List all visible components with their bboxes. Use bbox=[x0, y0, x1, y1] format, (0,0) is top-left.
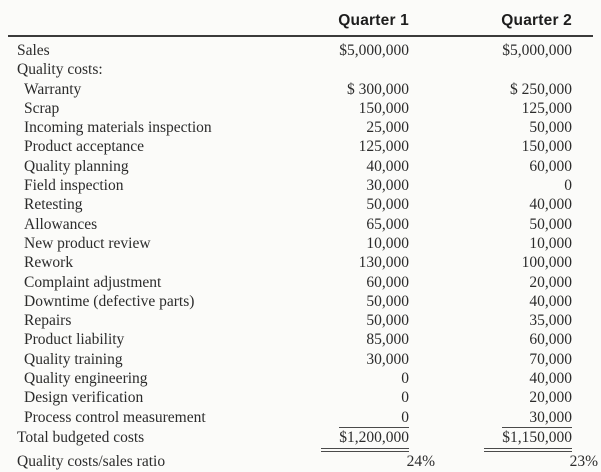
q1-value-cell bbox=[304, 118, 409, 137]
q2-value: 60,000 bbox=[529, 331, 572, 349]
row-label: Quality planning bbox=[24, 157, 129, 175]
q1-value-cell bbox=[304, 234, 409, 253]
q1-value: 150,000 bbox=[358, 99, 409, 117]
q1-value-cell bbox=[304, 157, 409, 176]
q2-value-cell bbox=[409, 350, 572, 369]
q2-value-cell bbox=[409, 428, 572, 452]
q1-value-cell bbox=[304, 215, 409, 234]
q2-value-cell bbox=[409, 234, 572, 253]
q2-value-cell bbox=[409, 311, 572, 330]
row-label: Quality costs: bbox=[17, 61, 103, 79]
q2-value: 60,000 bbox=[529, 157, 572, 175]
q2-value: 150,000 bbox=[521, 138, 572, 156]
row-label: Quality training bbox=[24, 350, 123, 368]
q2-value: 40,000 bbox=[529, 196, 572, 214]
q2-value-cell bbox=[409, 273, 572, 292]
q2-value-cell bbox=[409, 80, 572, 99]
q2-value: 30,000 bbox=[502, 408, 572, 428]
q1-value-cell bbox=[304, 253, 409, 272]
q1-value-cell bbox=[304, 137, 409, 156]
q1-value-cell bbox=[304, 428, 409, 452]
q2-value-cell bbox=[409, 369, 572, 388]
table-row bbox=[8, 388, 593, 407]
q1-value-cell bbox=[304, 292, 409, 311]
table-row bbox=[8, 428, 593, 452]
table-row bbox=[8, 80, 593, 99]
q2-value: 100,000 bbox=[521, 254, 572, 272]
q2-value-cell bbox=[409, 60, 572, 79]
q1-value: 0 bbox=[339, 408, 409, 428]
row-label: Warranty bbox=[24, 80, 82, 98]
row-label: Product liability bbox=[24, 331, 125, 349]
table-row bbox=[8, 311, 593, 330]
row-label: Incoming materials inspection bbox=[24, 119, 212, 137]
row-label: Scrap bbox=[24, 99, 60, 117]
row-label: Repairs bbox=[24, 312, 72, 330]
q1-value-cell bbox=[304, 388, 409, 407]
q1-value-cell bbox=[304, 452, 435, 471]
q2-value-cell bbox=[409, 41, 572, 60]
q2-value: 50,000 bbox=[529, 119, 572, 137]
q1-value: 85,000 bbox=[366, 331, 409, 349]
q1-value: 40,000 bbox=[366, 157, 409, 175]
q1-value: $ 300,000 bbox=[347, 80, 409, 98]
q2-value-cell bbox=[409, 408, 572, 428]
table-row bbox=[8, 41, 593, 60]
table-row bbox=[8, 330, 593, 349]
q1-value-cell bbox=[304, 273, 409, 292]
row-label: Quality engineering bbox=[24, 370, 148, 388]
q2-value: 0 bbox=[564, 177, 572, 195]
table-row bbox=[8, 452, 598, 471]
q2-value-cell bbox=[409, 388, 572, 407]
q1-value-cell bbox=[304, 41, 409, 60]
row-label: Sales bbox=[17, 42, 50, 59]
q2-value: $5,000,000 bbox=[502, 42, 572, 59]
q1-value: 50,000 bbox=[366, 312, 409, 330]
q2-value-cell bbox=[409, 137, 572, 156]
q1-value: $5,000,000 bbox=[339, 42, 409, 59]
q1-value: 30,000 bbox=[366, 177, 409, 195]
q1-value: 25,000 bbox=[366, 119, 409, 137]
table-row bbox=[8, 350, 593, 369]
row-label: Design verification bbox=[24, 389, 144, 407]
q1-value-cell bbox=[304, 330, 409, 349]
table-row bbox=[8, 234, 593, 253]
q2-value-cell bbox=[409, 253, 572, 272]
q2-value: 70,000 bbox=[529, 350, 572, 368]
q1-value-cell bbox=[304, 60, 409, 79]
row-label: Allowances bbox=[24, 215, 98, 233]
q2-value: $ 250,000 bbox=[510, 80, 572, 98]
table-row bbox=[8, 176, 593, 195]
table-row bbox=[8, 60, 593, 79]
q2-value: 40,000 bbox=[529, 292, 572, 310]
table-header-row bbox=[8, 12, 593, 37]
q1-value: 65,000 bbox=[366, 215, 409, 233]
q2-value-cell bbox=[409, 157, 572, 176]
row-label: Rework bbox=[24, 254, 74, 272]
column-header-quarter-1: Quarter 1 bbox=[338, 12, 409, 29]
row-label: Field inspection bbox=[24, 177, 124, 195]
table-row bbox=[8, 408, 593, 428]
q1-value: 130,000 bbox=[358, 254, 409, 272]
q1-value-cell bbox=[304, 369, 409, 388]
q1-value: 50,000 bbox=[366, 292, 409, 310]
q2-value: $1,150,000 bbox=[484, 428, 572, 452]
table-row bbox=[8, 157, 593, 176]
row-label: Downtime (defective parts) bbox=[24, 292, 195, 310]
q1-value: 10,000 bbox=[366, 234, 409, 252]
row-label: Quality costs/sales ratio bbox=[17, 453, 166, 471]
q2-value: 10,000 bbox=[529, 234, 572, 252]
column-header-quarter-2: Quarter 2 bbox=[501, 12, 572, 29]
row-label: Complaint adjustment bbox=[24, 273, 162, 291]
q2-value: 35,000 bbox=[529, 312, 572, 330]
q2-value: 20,000 bbox=[529, 273, 572, 291]
table-row bbox=[8, 215, 593, 234]
table-row bbox=[8, 292, 593, 311]
q1-value: 50,000 bbox=[366, 196, 409, 214]
table-row bbox=[8, 253, 593, 272]
table-row bbox=[8, 99, 593, 118]
q2-value-cell bbox=[409, 99, 572, 118]
q2-value-cell bbox=[406, 452, 598, 471]
q2-value-cell bbox=[409, 292, 572, 311]
q2-value: 23% bbox=[569, 453, 598, 471]
q2-value-cell bbox=[409, 215, 572, 234]
table-row bbox=[8, 195, 593, 214]
q1-value: 0 bbox=[401, 370, 409, 388]
q2-value-cell bbox=[409, 195, 572, 214]
q2-value: 20,000 bbox=[529, 389, 572, 407]
q1-value: 125,000 bbox=[358, 138, 409, 156]
q1-value: $1,200,000 bbox=[321, 428, 409, 452]
q2-value: 40,000 bbox=[529, 370, 572, 388]
row-label: Product acceptance bbox=[24, 138, 145, 156]
q1-value: 30,000 bbox=[366, 350, 409, 368]
q1-value: 24% bbox=[406, 453, 435, 471]
table-row bbox=[8, 369, 593, 388]
row-label: Process control measurement bbox=[24, 408, 206, 426]
q2-value-cell bbox=[409, 118, 572, 137]
table-row bbox=[8, 137, 593, 156]
q1-value-cell bbox=[304, 176, 409, 195]
table-row bbox=[8, 273, 593, 292]
q1-value-cell bbox=[304, 408, 409, 428]
q2-value-cell bbox=[409, 176, 572, 195]
table-row bbox=[8, 118, 593, 137]
q1-value: 0 bbox=[401, 389, 409, 407]
q1-value-cell bbox=[304, 99, 409, 118]
row-label: Total budgeted costs bbox=[17, 428, 145, 446]
q1-value-cell bbox=[304, 350, 409, 369]
q1-value-cell bbox=[304, 311, 409, 330]
q1-value: 60,000 bbox=[366, 273, 409, 291]
table-body bbox=[8, 37, 598, 472]
q2-value-cell bbox=[409, 330, 572, 349]
q2-value: 125,000 bbox=[521, 99, 572, 117]
row-label: Retesting bbox=[24, 196, 83, 214]
q1-value-cell bbox=[304, 195, 409, 214]
q1-value-cell bbox=[304, 80, 409, 99]
row-label: New product review bbox=[24, 234, 151, 252]
q2-value: 50,000 bbox=[529, 215, 572, 233]
